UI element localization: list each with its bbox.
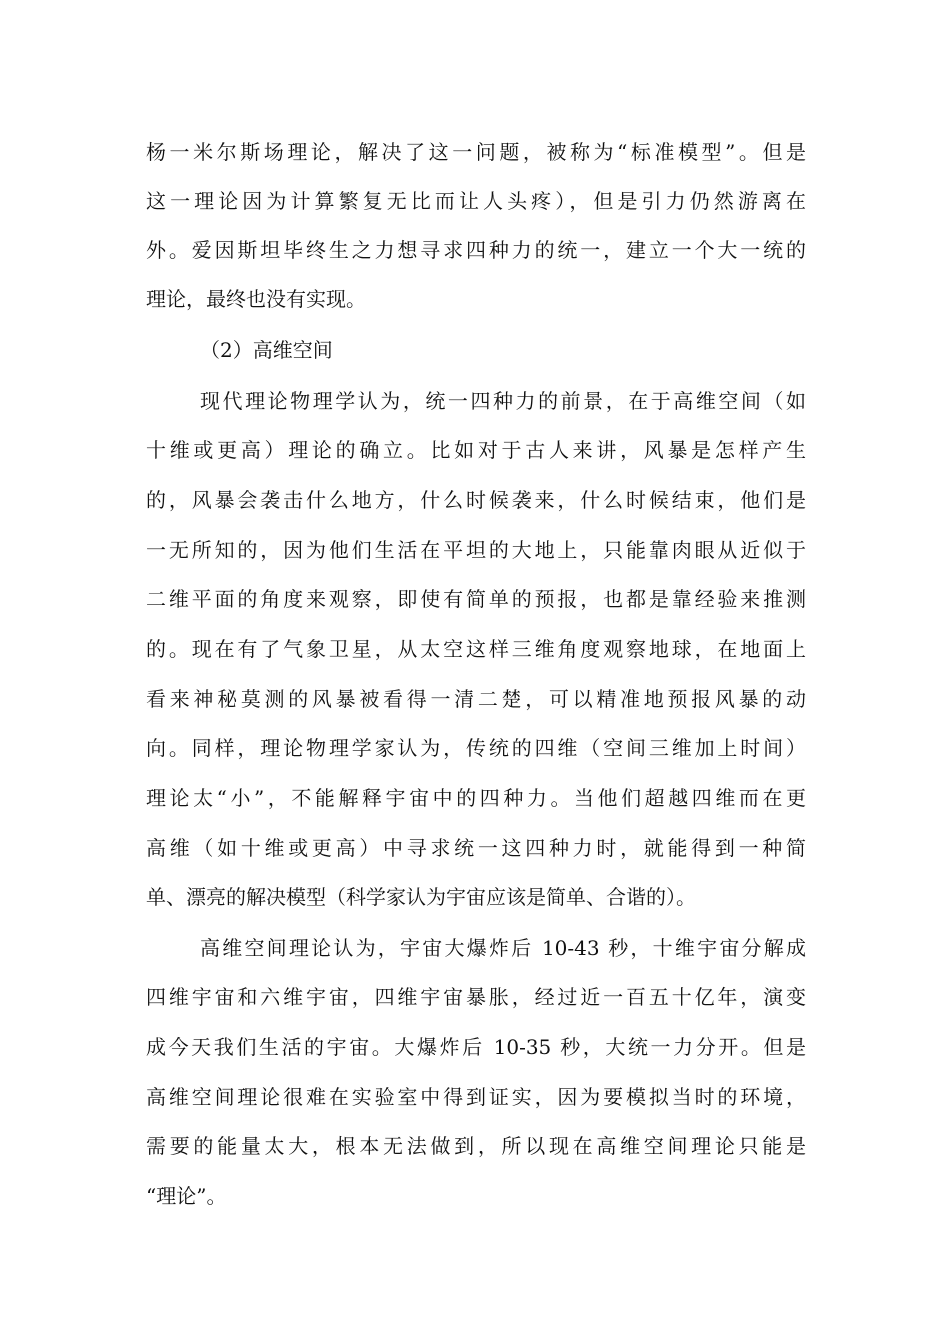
paragraph-line: 理论太“小”，不能解释宇宙中的四种力。当他们超越四维而在更 — [146, 786, 806, 810]
paragraph-line: 十维或更高）理论的确立。比如对于古人来讲，风暴是怎样产生 — [146, 438, 806, 462]
paragraph-line: 高维（如十维或更高）中寻求统一这四种力时，就能得到一种简 — [146, 836, 806, 860]
paragraph-line: 的，风暴会袭击什么地方，什么时候袭来，什么时候结束，他们是 — [146, 488, 806, 512]
paragraph-line: 高维空间理论认为，宇宙大爆炸后 10-43 秒，十维宇宙分解成 — [200, 936, 806, 960]
paragraph-line: 二维平面的角度来观察，即使有简单的预报，也都是靠经验来推测 — [146, 587, 806, 611]
section-heading: （2）高维空间 — [200, 338, 333, 362]
paragraph-line: 这一理论因为计算繁复无比而让人头疼），但是引力仍然游离在 — [146, 189, 806, 213]
paragraph-line: 杨一米尔斯场理论，解决了这一问题，被称为“标准模型”。但是 — [146, 140, 806, 164]
paragraph-line: 高维空间理论很难在实验室中得到证实，因为要模拟当时的环境， — [146, 1085, 806, 1109]
paragraph-line: “理论”。 — [146, 1184, 227, 1208]
paragraph-line: 向。同样，理论物理学家认为，传统的四维（空间三维加上时间） — [146, 736, 806, 760]
paragraph-line: 单、漂亮的解决模型（科学家认为宇宙应该是简单、合谐的）。 — [146, 885, 696, 909]
paragraph-line: 看来神秘莫测的风暴被看得一清二楚，可以精准地预报风暴的动 — [146, 687, 806, 711]
paragraph-line: 的。现在有了气象卫星，从太空这样三维角度观察地球，在地面上 — [146, 637, 806, 661]
paragraph-line: 四维宇宙和六维宇宙，四维宇宙暴胀，经过近一百五十亿年，演变 — [146, 985, 806, 1009]
paragraph-line: 需要的能量太大，根本无法做到，所以现在高维空间理论只能是 — [146, 1134, 806, 1158]
paragraph-line: 一无所知的，因为他们生活在平坦的大地上，只能靠肉眼从近似于 — [146, 538, 806, 562]
paragraph-line: 外。爱因斯坦毕终生之力想寻求四种力的统一，建立一个大一统的 — [146, 238, 806, 262]
paragraph-line: 成今天我们生活的宇宙。大爆炸后 10-35 秒，大统一力分开。但是 — [146, 1035, 806, 1059]
paragraph-line: 现代理论物理学认为，统一四种力的前景，在于高维空间（如 — [200, 389, 806, 413]
paragraph-line: 理论，最终也没有实现。 — [146, 287, 366, 311]
